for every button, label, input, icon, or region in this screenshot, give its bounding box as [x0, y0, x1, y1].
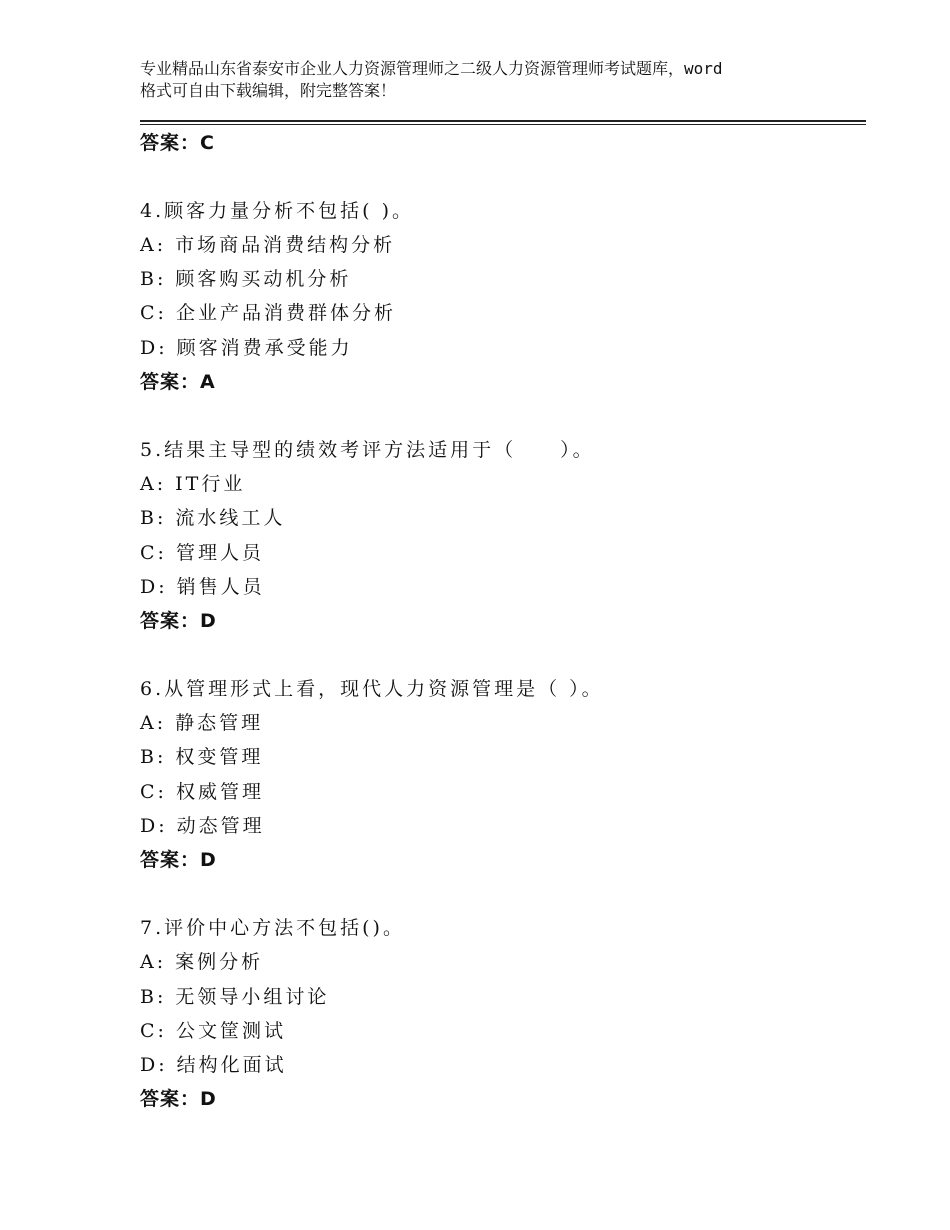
header-rule-thin	[140, 124, 866, 125]
option-a: A: 案例分析	[140, 951, 264, 973]
option-c: C: 权威管理	[140, 781, 264, 803]
option-a: A: 市场商品消费结构分析	[140, 234, 396, 256]
question-stem: 6.从管理形式上看，现代人力资源管理是（ ）。	[140, 678, 604, 700]
option-d: D: 销售人员	[140, 576, 265, 598]
header-rule	[140, 120, 866, 122]
option-d: D: 动态管理	[140, 815, 265, 837]
question-stem: 5.结果主导型的绩效考评方法适用于（ ）。	[140, 439, 595, 461]
answer: 答案：D	[140, 1088, 217, 1110]
answer: 答案：A	[140, 371, 216, 393]
option-a: A: 静态管理	[140, 712, 264, 734]
option-d: D: 结构化面试	[140, 1054, 287, 1076]
question-stem: 4.顾客力量分析不包括( )。	[140, 200, 414, 222]
option-b: B: 无领导小组讨论	[140, 986, 330, 1008]
header-line-2: 格式可自由下载编辑，附完整答案！	[140, 81, 397, 100]
option-d: D: 顾客消费承受能力	[140, 337, 353, 359]
document-header	[140, 58, 830, 102]
option-a: A: IT行业	[140, 473, 246, 495]
previous-answer: 答案：C	[140, 132, 215, 154]
header-line-1: 专业精品山东省泰安市企业人力资源管理师之二级人力资源管理师考试题库，word	[140, 59, 723, 78]
option-b: B: 顾客购买动机分析	[140, 268, 352, 290]
option-c: C: 管理人员	[140, 542, 264, 564]
option-b: B: 流水线工人	[140, 507, 286, 529]
option-c: C: 企业产品消费群体分析	[140, 302, 396, 324]
option-c: C: 公文筐测试	[140, 1020, 286, 1042]
option-b: B: 权变管理	[140, 746, 264, 768]
question-stem: 7.评价中心方法不包括()。	[140, 917, 405, 939]
answer: 答案：D	[140, 849, 217, 871]
answer: 答案：D	[140, 610, 217, 632]
